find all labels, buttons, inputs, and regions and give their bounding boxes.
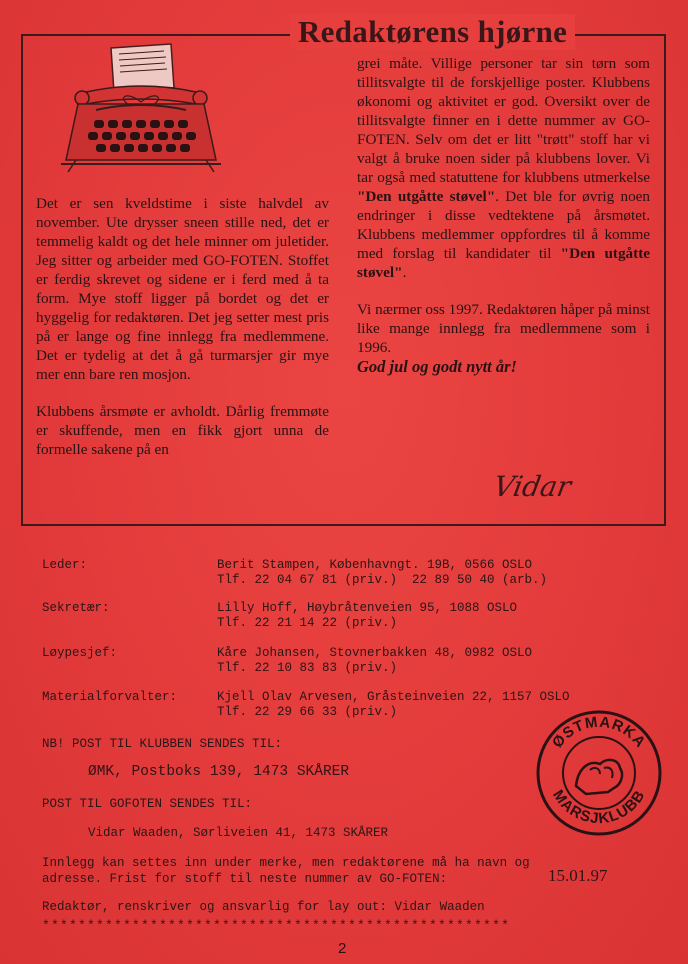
- contact-role: Leder:: [42, 558, 88, 572]
- contact-details: [217, 558, 547, 588]
- article-paragraph-3: [357, 54, 650, 282]
- club-mail-address: ØMK, Postboks 139, 1473 SKÅRER: [88, 764, 350, 780]
- star-divider: ****************************************************: [42, 918, 511, 933]
- club-stamp-logo: [534, 708, 664, 838]
- submission-note: Innlegg kan settes inn under merke, men redaktørene må ha navn og: [42, 856, 530, 870]
- contact-address: Berit Stampen, Københavngt. 19B, 0566 OSLO: [217, 558, 533, 572]
- contact-phone: Tlf. 22 21 14 22 (priv.): [217, 616, 398, 630]
- article-left-column: [36, 194, 329, 459]
- stamp-bottom-text: MARSJKLUBB: [549, 786, 649, 828]
- signature: Vidar: [491, 470, 574, 503]
- contact-details: [217, 690, 570, 720]
- contact-role: Sekretær:: [42, 601, 110, 615]
- contact-details: [217, 646, 532, 676]
- gofoten-mail-address: Vidar Waaden, Sørliveien 41, 1473 SKÅRER: [88, 826, 389, 840]
- gofoten-mail-heading: POST TIL GOFOTEN SENDES TIL:: [42, 797, 253, 811]
- contact-phone: Tlf. 22 04 67 81 (priv.) 22 89 50 40 (arb.): [217, 573, 548, 587]
- greeting: God jul og godt nytt år!: [357, 357, 517, 376]
- stamp-top-text: ØSTMARKA: [548, 713, 650, 752]
- award-name: "Den utgåtte støvel": [357, 245, 650, 281]
- typewriter-icon: [56, 40, 226, 180]
- text-run: .: [402, 264, 407, 281]
- club-mail-heading: NB! POST TIL KLUBBEN SENDES TIL:: [42, 737, 283, 751]
- contact-role: Materialforvalter:: [42, 690, 178, 704]
- award-name: "Den utgåtte støvel": [357, 188, 496, 205]
- contact-role: Løypesjef:: [42, 646, 118, 660]
- page-number: 2: [338, 940, 347, 957]
- article-right-column: [357, 54, 650, 376]
- article-paragraph-2: Klubbens årsmøte er avholdt. Dårlig fremmøte er skuffende, men en fikk gjort unna de formelle sakene på en: [36, 403, 329, 458]
- contact-phone: Tlf. 22 10 83 83 (priv.): [217, 661, 398, 675]
- contact-address: Lilly Hoff, Høybråtenveien 95, 1088 OSLO: [217, 601, 518, 615]
- contact-address: Kåre Johansen, Stovnerbakken 48, 0982 OSLO: [217, 646, 533, 660]
- contact-address: Kjell Olav Arvesen, Gråsteinveien 22, 1157 OSLO: [217, 690, 570, 704]
- text-run: grei måte. Villige personer tar sin tørn som tillitsvalgte til de forskjellige poster. Klubbens økonomi og aktivitet er god. Oversikt over de tillitsvalgte finner en i dette nummer av GO-FOTEN. Selv om det er litt "trøtt" stoff har vi valgt å bruke noen sider på klubbens lover. Vi tar også med statuttene for klubbens utmerkelse: [357, 55, 650, 186]
- svg-text:ØSTMARKA: [549, 714, 649, 752]
- credits: Redaktør, renskriver og ansvarlig for lay out: Vidar Waaden: [42, 900, 485, 914]
- article-paragraph-1: Det er sen kveldstime i siste halvdel av november. Ute drysser sneen stille ned, det er temmelig kaldt og det hele minner om juletider. Jeg sitter og arbeider med GO-FOTEN. Stoffet er ferdig skrevet og sidene er i ferd med å ta form. Mye stoff ligger på bordet og det er hyggelig for redaktøren. Det jeg setter mest pris på er lange og fine innlegg fra medlemmene. Det er tydelig at det å gå turmarsjer gir mye mer enn bare ren mosjon.: [36, 195, 329, 383]
- page-title: Redaktørens hjørne: [298, 14, 568, 49]
- article-paragraph-4: Vi nærmer oss 1997. Redaktøren håper på minst like mange innlegg fra medlemmene som i 1996.: [357, 301, 650, 356]
- title-wrap: [290, 14, 575, 50]
- contact-details: [217, 601, 517, 631]
- deadline-note: adresse. Frist for stoff til neste nummer av GO-FOTEN:: [42, 872, 448, 886]
- contact-phone: Tlf. 22 29 66 33 (priv.): [217, 705, 398, 719]
- deadline-date: 15.01.97: [548, 866, 608, 885]
- text-run: . Det ble for øvrig noen endringer i disse vedtektene på årsmøtet. Klubbens medlemmer oppfordres til å komme med forslag til kandidater til: [357, 188, 650, 262]
